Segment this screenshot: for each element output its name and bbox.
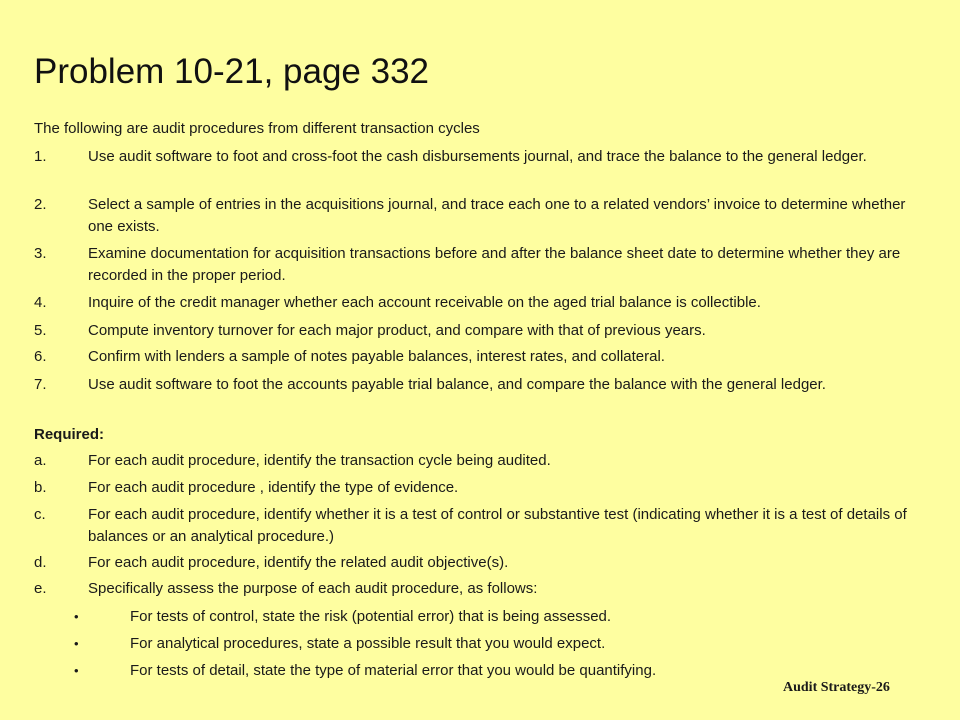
requirement-item	[34, 552, 930, 574]
requirement-text: For each audit procedure, identify whether it is a test of control or substantive test (indicating whether it is a test of details of balances or an analytical procedure.)	[88, 506, 907, 545]
procedure-text: Confirm with lenders a sample of notes payable balances, interest rates, and collateral.	[88, 348, 665, 365]
bullet-text: For analytical procedures, state a possible result that you would expect.	[130, 635, 606, 652]
procedure-text: Compute inventory turnover for each major product, and compare with that of previous years.	[88, 322, 706, 339]
slide-title: Problem 10-21, page 332	[34, 52, 429, 91]
requirement-letter: a.	[34, 452, 47, 469]
requirement-letter: d.	[34, 554, 47, 571]
requirement-item	[34, 578, 930, 600]
procedure-text: Examine documentation for acquisition transactions before and after the balance sheet date to determine whether they are recorded in the proper period.	[88, 245, 901, 284]
requirement-letter: e.	[34, 580, 47, 597]
procedure-number: 6.	[34, 348, 47, 365]
procedure-number: 4.	[34, 294, 47, 311]
procedure-number: 5.	[34, 322, 47, 339]
requirement-text: For each audit procedure, identify the transaction cycle being audited.	[88, 452, 551, 469]
slide-footer: Audit Strategy-26	[783, 680, 890, 695]
procedure-number: 1.	[34, 148, 47, 165]
procedure-text: Inquire of the credit manager whether each account receivable on the aged trial balance is collectible.	[88, 294, 761, 311]
procedure-number: 7.	[34, 376, 47, 393]
requirement-text: For each audit procedure , identify the type of evidence.	[88, 479, 459, 496]
requirement-item	[34, 450, 930, 472]
bullet-glyph: •	[74, 663, 79, 678]
procedure-item	[34, 146, 930, 168]
intro-text: The following are audit procedures from different transaction cycles	[34, 120, 480, 137]
procedure-item	[34, 320, 930, 342]
requirement-item	[34, 504, 930, 548]
requirement-text: Specifically assess the purpose of each audit procedure, as follows:	[88, 580, 538, 597]
procedure-item	[34, 194, 930, 238]
procedure-text: Use audit software to foot the accounts payable trial balance, and compare the balance with the general ledger.	[88, 376, 826, 393]
requirement-letter: c.	[34, 506, 46, 523]
procedure-item	[34, 346, 930, 368]
procedure-item	[34, 374, 930, 396]
purpose-bullet	[74, 606, 930, 628]
requirement-text: For each audit procedure, identify the related audit objective(s).	[88, 554, 509, 571]
procedure-text: Use audit software to foot and cross-foot the cash disbursements journal, and trace the balance to the general ledger.	[88, 148, 867, 165]
bullet-text: For tests of control, state the risk (potential error) that is being assessed.	[130, 608, 612, 625]
bullet-text: For tests of detail, state the type of material error that you would be quantifying.	[130, 662, 657, 679]
procedure-text: Select a sample of entries in the acquisitions journal, and trace each one to a related vendors’ invoice to determine whether one exists.	[88, 196, 906, 235]
procedure-number: 3.	[34, 245, 47, 262]
required-heading: Required:	[34, 426, 105, 443]
procedure-item	[34, 292, 930, 314]
purpose-bullet	[74, 633, 930, 655]
procedure-item	[34, 243, 930, 287]
bullet-glyph: •	[74, 609, 79, 624]
procedure-number: 2.	[34, 196, 47, 213]
requirement-item	[34, 477, 930, 499]
bullet-glyph: •	[74, 636, 79, 651]
requirement-letter: b.	[34, 479, 47, 496]
